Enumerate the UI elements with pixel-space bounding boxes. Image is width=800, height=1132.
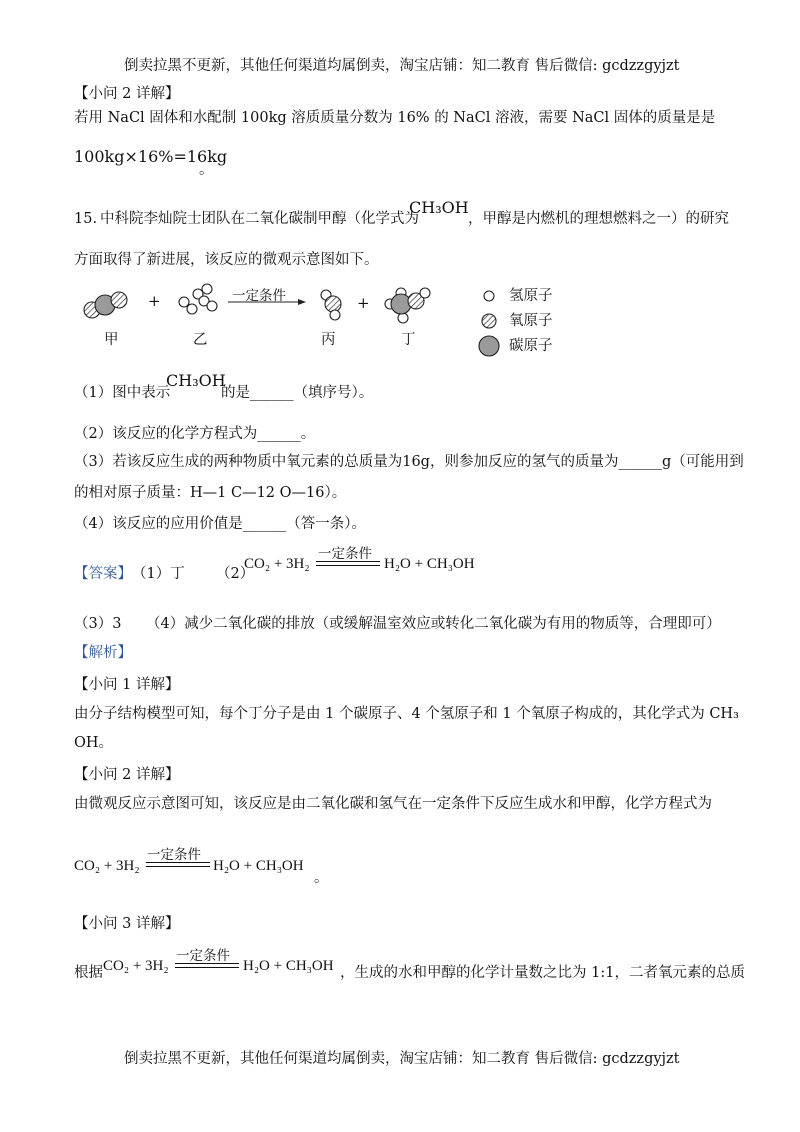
hydrogen-atom <box>179 297 189 307</box>
formula-ch3oh: CH₃OH <box>409 198 469 217</box>
answer-eq-double-line <box>316 561 380 566</box>
hydrogen-atom <box>420 288 430 298</box>
plus-sign-2: + <box>357 294 370 312</box>
nacl-line: 若用 NaCl 固体和水配制 100kg 溶质质量分数为 16% 的 NaCl 溶液，需要 NaCl 固体的质量是是 <box>74 110 716 126</box>
q1-formula: CH₃OH <box>166 371 226 390</box>
watermark-bottom: 倒卖拉黑不更新，其他任何渠道均属倒卖，淘宝店铺：知二教育 售后微信: gcdzzgyjzt <box>124 1051 680 1067</box>
s3-prefix: 根据 <box>74 965 103 981</box>
s2-eq-condition: 一定条件 <box>147 847 201 863</box>
label-jia: 甲 <box>104 332 119 348</box>
s2-eq-left: CO₂ + 3H₂ <box>74 858 140 874</box>
hydrogen-atom <box>398 313 408 323</box>
answer-2-prefix: （2） <box>216 566 255 582</box>
hydrogen-atom <box>187 304 197 314</box>
hydrogen-atom <box>202 284 212 294</box>
s2-heading: 【小问 2 详解】 <box>74 767 180 783</box>
s1-heading: 【小问 1 详解】 <box>74 677 180 693</box>
plus-sign-1: + <box>148 292 161 310</box>
answer-1: （1）丁 <box>132 566 185 582</box>
arrow-condition: 一定条件 <box>232 288 286 304</box>
label-bing: 丙 <box>321 332 336 348</box>
oxygen-atom <box>325 296 341 312</box>
q2-text: （2）该反应的化学方程式为______。 <box>74 426 316 442</box>
answer-eq-left: CO₂ + 3H₂ <box>244 556 310 572</box>
h2-molecules <box>179 284 217 314</box>
question-intro-c: 方面取得了新进展，该反应的微观示意图如下。 <box>74 252 379 268</box>
s3-heading: 【小问 3 详解】 <box>74 916 180 932</box>
legend-hydrogen-icon <box>484 291 494 301</box>
end-mark: 。 <box>199 162 214 178</box>
legend-oxygen-icon <box>482 314 496 328</box>
s3-eq-left: CO₂ + 3H₂ <box>103 958 169 974</box>
q3-text-b: 的相对原子质量：H—1 C—12 O—16）。 <box>74 485 347 501</box>
hydrogen-atom <box>207 301 217 311</box>
watermark-top: 倒卖拉黑不更新，其他任何渠道均属倒卖，淘宝店铺：知二教育 售后微信: gcdzzgyjzt <box>124 58 680 74</box>
legend-hydrogen-label: 氢原子 <box>509 288 553 304</box>
q4-text: （4）该反应的应用价值是______（答一条）。 <box>74 516 366 532</box>
s3-suffix: ，生成的水和甲醇的化学计量数之比为 1:1，二者氧元素的总质 <box>340 965 745 981</box>
legend-oxygen-label: 氧原子 <box>509 313 553 329</box>
subquestion-heading: 【小问 2 详解】 <box>74 86 180 102</box>
answer-tag: 【答案】 <box>74 566 132 582</box>
legend-carbon-label: 碳原子 <box>509 338 553 354</box>
answer-eq-condition: 一定条件 <box>318 546 372 562</box>
s1-text-b: OH。 <box>74 735 114 751</box>
hydrogen-atom <box>330 310 340 320</box>
oxygen-atom <box>111 292 127 308</box>
s2-end-mark: 。 <box>314 870 329 886</box>
s3-eq-right: H₂O + CH₃OH <box>243 958 334 974</box>
co2-molecule <box>84 292 127 318</box>
s2-eq-right: H₂O + CH₃OH <box>213 858 304 874</box>
label-ding: 丁 <box>401 332 416 348</box>
s3-eq-condition: 一定条件 <box>176 948 230 964</box>
answer-eq-right: H₂O + CH₃OH <box>384 556 475 572</box>
s2-text: 由微观反应示意图可知，该反应是由二氧化碳和氢气在一定条件下反应生成水和甲醇，化学方程式为 <box>74 796 712 812</box>
legend-carbon-icon <box>479 336 499 356</box>
s1-text-a: 由分子结构模型可知，每个丁分子是由 1 个碳原子、4 个氢原子和 1 个氧原子构成的，其化学式为 CH₃ <box>74 706 739 722</box>
analysis-tag: 【解析】 <box>74 645 132 661</box>
question-intro-a: 中科院李灿院士团队在二氧化碳制甲醇（化学式为 <box>100 211 419 227</box>
question-intro-b: ，甲醇是内燃机的理想燃料之一）的研究 <box>468 211 729 227</box>
question-number: 15. <box>74 211 98 227</box>
ch3oh-molecule <box>385 288 430 323</box>
h2o-molecule <box>321 290 341 320</box>
nacl-calc: 100kg×16%=16kg <box>74 147 228 166</box>
q1-prefix: （1）图中表示 <box>74 385 171 401</box>
s3-eq-double-line <box>175 963 239 968</box>
arrow-head <box>298 299 306 305</box>
q3-text-a: （3）若该反应生成的两种物质中氧元素的总质量为16g，则参加反应的氢气的质量为______g（可能用到 <box>74 454 744 470</box>
q1-suffix: 的是______（填序号）。 <box>221 385 374 401</box>
s2-eq-double-line <box>146 862 210 867</box>
label-yi: 乙 <box>193 332 208 348</box>
answer-4: （4）减少二氧化碳的排放（或缓解温室效应或转化二氧化碳为有用的物质等，合理即可） <box>146 616 721 632</box>
answer-3: （3）3 <box>74 616 122 632</box>
